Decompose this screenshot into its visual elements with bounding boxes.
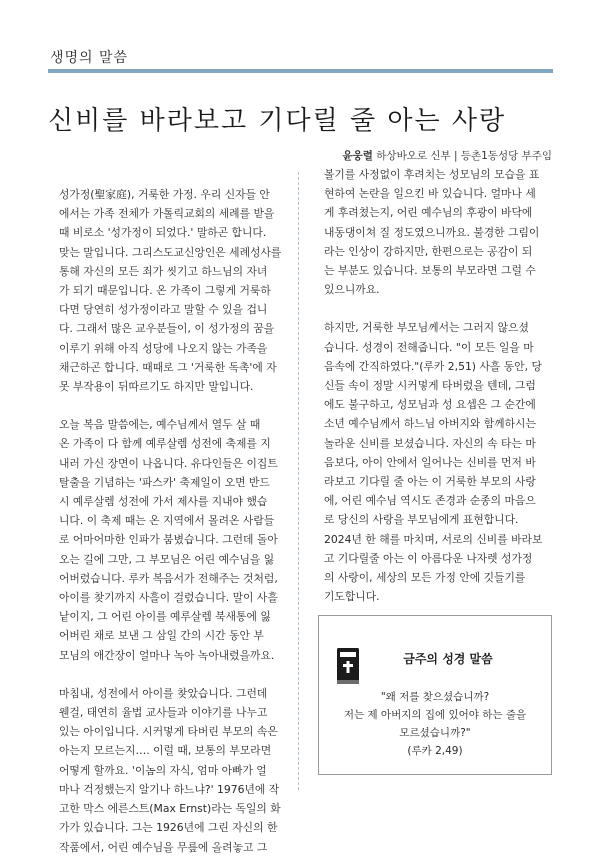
text-line: 로 어마어마한 인파가 붐볐습니다. 그런데 돌아 (59, 533, 278, 547)
text-line: 내러 가신 장면이 나옵니다. 유다인들은 이집트 (59, 456, 278, 470)
author-line (343, 148, 553, 163)
text-line: 때 비로소 '성가정이 되었다.' 말하곤 합니다. (59, 226, 267, 240)
text-line: 놀라운 신비를 보셨습니다. 자신의 속 타는 마 (324, 436, 536, 450)
section-title: 생명의 말씀 (50, 50, 129, 66)
text-line: 있는 아이입니다. 시커멓게 타버린 부모의 속은 (59, 725, 278, 739)
text-line: 현하여 논란을 일으킨 바 있습니다. 얼마나 세 (324, 187, 536, 201)
text-line: 2024년 한 해를 마치며, 서로의 신비를 바라보 (324, 532, 543, 546)
text-line: 는 부분도 있습니다. 보통의 부모라면 그럴 수 (324, 264, 536, 278)
text-line: 마침내, 성전에서 아이를 찾았습니다. 그런데 (59, 686, 268, 700)
text-line: 고한 막스 에른스트(Max Ernst)라는 독일의 화 (59, 802, 281, 816)
text-line: 하지만, 거룩한 부모님께서는 그러지 않으셨 (324, 321, 529, 335)
text-line: 시 예루살렘 성전에 가서 제사를 지내야 했습 (59, 495, 268, 509)
right-column (313, 165, 553, 606)
text-line: 웬걸, 태연히 율법 교사들과 이야기를 나누고 (59, 706, 268, 720)
text-line: 아는지 모르는지…. 이럴 때, 보통의 부모라면 (59, 744, 272, 758)
section-rule (48, 69, 553, 73)
text-line: 탈출을 기념하는 '파스카' 축제일이 오면 반드 (59, 475, 270, 489)
paragraph (48, 415, 284, 665)
paragraph (313, 318, 553, 606)
text-line: 소년 예수님께서 하느님 아버지와 함께하시는 (324, 417, 536, 431)
text-line: 있으니까요. (324, 283, 380, 297)
text-line: 다면 당연히 성가정이라고 말할 수 있을 겁니 (59, 303, 268, 317)
paragraph (48, 684, 284, 857)
text-line: 라보고 기다릴 줄 아는 이 거룩한 부모의 사랑 (324, 475, 536, 489)
verse-reference: (루카 2,49) (407, 745, 463, 757)
text-line: 성가정(聖家庭), 거룩한 가정. 우리 신자들 안 (59, 188, 270, 201)
text-line: 음보다, 아이 안에서 일어나는 신비를 먼저 바 (324, 455, 536, 469)
text-line: 오늘 복음 말씀에는, 예수님께서 열두 살 때 (59, 418, 261, 432)
text-line: 낱이지, 그 어린 아이를 예루살렘 북새통에 잃 (59, 610, 271, 624)
text-line: 가 되기 때문입니다. 온 가족이 그렇게 거룩하 (59, 284, 271, 298)
text-line: 라는 인상이 강하지만, 한편으로는 공감이 되 (324, 244, 533, 258)
text-line: 의 사랑이, 세상의 모든 가정 안에 깃들기를 (324, 571, 526, 585)
text-line: 고 기다릴줄 아는 이 아름다운 나자렛 성가정 (324, 551, 533, 565)
left-column (48, 185, 284, 857)
author-name: 윤웅렬 (342, 150, 373, 162)
text-line: 어떻게 할까요. '이놈의 자식, 엄마 아빠가 얼 (59, 763, 267, 777)
text-line: 아이를 찾기까지 사흘이 걸렸습니다. 말이 사흘 (59, 591, 278, 605)
text-line: 에, 어린 예수님 역시도 존경과 순종의 마음으 (324, 494, 536, 508)
text-line: 온 가족이 다 함께 예루살렘 성전에 축제를 지 (59, 437, 271, 451)
verse-box (318, 615, 552, 775)
text-line: 채근하곤 합니다. 때때로 그 '거룩한 독촉'에 자 (59, 360, 277, 374)
text-line: 신들 속이 정말 시커멓게 타버렸을 텐데, 그럼 (324, 379, 536, 393)
text-line: 다. 그래서 많은 교우분들이, 이 성가정의 꿈을 (59, 322, 275, 336)
text-line: 작품에서, 어린 예수님을 무릎에 올려놓고 그 (59, 840, 268, 854)
text-line: 로 당신의 사랑을 부모님에게 표현합니다. (324, 513, 519, 527)
text-line: 게 후려쳤는지, 어린 예수님의 후광이 바닥에 (324, 206, 533, 220)
text-line: 맞는 말입니다. 그리스도교신앙인은 세례성사를 (59, 245, 282, 259)
text-line: 오는 길에 그만, 그 부모님은 어린 예수님을 잃 (59, 552, 275, 566)
verse-heading: 금주의 성경 말씀 (403, 652, 493, 666)
verse-line: "왜 저를 찾으셨습니까? (380, 691, 490, 703)
paragraph (48, 185, 284, 396)
column-divider (298, 172, 299, 790)
text-line: 모님의 애간장이 얼마나 녹아 녹아내렸을까요. (59, 648, 275, 662)
verse-text (325, 688, 545, 760)
text-line: 습니다. 성경이 전해줍니다. "이 모든 일을 마 (324, 340, 534, 354)
text-line: 니다. 이 축제 때는 온 지역에서 몰려온 사람들 (59, 514, 275, 528)
author-role: 하상바오로 신부 | 등촌1동성당 부주임 (376, 150, 552, 162)
text-line: 통해 자신의 모든 죄가 씻기고 하느님의 자녀 (59, 264, 268, 278)
text-line: 못 부작용이 뒤따르기도 하지만 말입니다. (59, 380, 254, 394)
text-line: 마나 걱정했는지 알기나 하느냐?' 1976년에 작 (59, 782, 280, 796)
text-line: 가가 있습니다. 그는 1926년에 그린 자신의 한 (59, 821, 278, 835)
page-title: 신비를 바라보고 기다릴 줄 아는 사랑 (48, 106, 507, 136)
paragraph (313, 165, 553, 299)
text-line: 어버린 채로 보낸 그 삼일 간의 시간 동안 부 (59, 629, 264, 643)
verse-line: 저는 제 아버지의 집에 있어야 하는 줄을 (343, 709, 527, 721)
text-line: 음속에 간직하였다."(루카 2,51) 사흘 동안, 당 (324, 359, 542, 373)
text-line: 볼기를 사정없이 후려치는 성모님의 모습을 표 (324, 168, 540, 181)
text-line: 어버렸습니다. 루카 복음서가 전해주는 것처럼, (59, 571, 278, 585)
text-line: 에서는 가족 전체가 가톨릭교회의 세례를 받을 (59, 207, 275, 221)
verse-line: 모르셨습니까?" (399, 727, 471, 739)
text-line: 이루기 위해 아직 성당에 나오지 않는 가족을 (59, 341, 268, 355)
text-line: 에도 불구하고, 성모님과 성 요셉은 그 순간에 (324, 398, 536, 412)
text-line: 내동댕이쳐 질 정도였으니까요. 불경한 그림이 (324, 225, 540, 239)
text-line: 기도합니다. (324, 590, 380, 604)
